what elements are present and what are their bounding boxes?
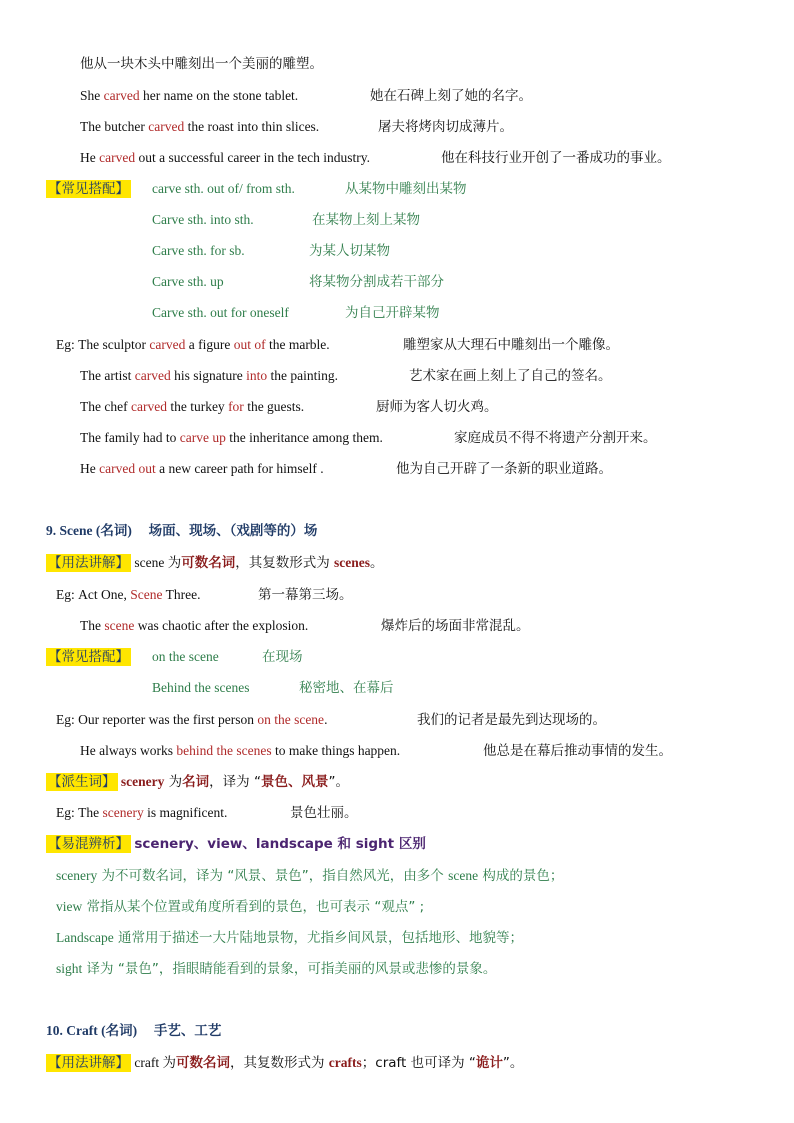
example-sentence: The chef carved the turkey for the guests. bbox=[80, 399, 305, 414]
example-sentence: The family had to carve up the inheritance among them. bbox=[80, 430, 383, 445]
example-sentence: He always works behind the scenes to make things happen. bbox=[80, 743, 401, 758]
example-translation: 第一幕第三场。 bbox=[258, 587, 353, 603]
example-sentence: He carved out a new career path for himself . bbox=[80, 461, 324, 476]
example-translation: 家庭成员不得不将遗产分割开来。 bbox=[454, 430, 657, 446]
collocation-en: Carve sth. up bbox=[152, 274, 224, 289]
collocation-cn: 在某物上刻上某物 bbox=[312, 212, 420, 228]
collocation-cn: 为某人切某物 bbox=[309, 243, 390, 259]
collocation-cn: 从某物中雕刻出某物 bbox=[345, 181, 467, 197]
example-translation: 他总是在幕后推动事情的发生。 bbox=[483, 743, 672, 759]
example-sentence: The scene was chaotic after the explosion. bbox=[80, 618, 309, 633]
example-translation: 他为自己开辟了一条新的职业道路。 bbox=[396, 461, 612, 477]
collocation-tag: 【常见搭配】 bbox=[48, 181, 129, 197]
example-sentence: Eg: Act One, Scene Three. bbox=[56, 587, 201, 602]
usage-line: 【用法讲解】 scene 为可数名词，其复数形式为 scenes。 bbox=[48, 555, 384, 571]
example-translation: 厨师为客人切火鸡。 bbox=[376, 399, 498, 415]
confusion-note: sight 译为 “景色”，指眼睛能看到的景象，可指美丽的风景或悲惨的景象。 bbox=[56, 961, 497, 977]
example-translation: 她在石碑上刻了她的名字。 bbox=[370, 88, 532, 104]
example-translation: 屠夫将烤肉切成薄片。 bbox=[378, 119, 513, 135]
example-sentence: Eg: Our reporter was the first person on the scene. bbox=[56, 712, 328, 727]
example-sentence: The artist carved his signature into the painting. bbox=[80, 368, 338, 383]
example-translation: 艺术家在画上刻上了自己的签名。 bbox=[409, 368, 612, 384]
example-translation: 景色壮丽。 bbox=[290, 805, 358, 821]
example-translation: 爆炸后的场面非常混乱。 bbox=[381, 618, 530, 634]
collocation-en: carve sth. out of/ from sth. bbox=[152, 181, 295, 196]
collocation-cn: 秘密地、在幕后 bbox=[299, 680, 394, 696]
section-heading-craft: 10. Craft (名词) 手艺、工艺 bbox=[46, 1023, 222, 1039]
example-sentence: Eg: The scenery is magnificent. bbox=[56, 805, 228, 820]
intro-sentence: 他从一块木头中雕刻出一个美丽的雕塑。 bbox=[80, 56, 323, 72]
example-sentence: He carved out a successful career in the tech industry. bbox=[80, 150, 371, 165]
section-heading-scene: 9. Scene (名词) 场面、现场、（戏剧等的）场 bbox=[46, 523, 318, 539]
collocation-en: on the scene bbox=[152, 649, 219, 664]
confusion-note: view 常指从某个位置或角度所看到的景色，也可表示 “观点” ; bbox=[56, 899, 425, 915]
collocation-en: Behind the scenes bbox=[152, 680, 250, 695]
collocation-en: Carve sth. for sb. bbox=[152, 243, 245, 258]
example-translation: 他在科技行业开创了一番成功的事业。 bbox=[441, 150, 671, 166]
example-translation: 我们的记者是最先到达现场的。 bbox=[417, 712, 606, 728]
example-sentence: Eg: The sculptor carved a figure out of the marble. bbox=[56, 337, 330, 352]
collocation-cn: 为自己开辟某物 bbox=[345, 305, 440, 321]
collocation-en: Carve sth. into sth. bbox=[152, 212, 254, 227]
collocation-en: Carve sth. out for oneself bbox=[152, 305, 289, 320]
example-sentence: The butcher carved the roast into thin slices. bbox=[80, 119, 320, 134]
usage-line: 【用法讲解】 craft 为可数名词，其复数形式为 crafts；craft 也可译为 “诡计”。 bbox=[48, 1055, 524, 1071]
collocation-tag: 【常见搭配】 bbox=[48, 649, 129, 665]
example-translation: 雕塑家从大理石中雕刻出一个雕像。 bbox=[403, 337, 619, 353]
example-sentence: She carved her name on the stone tablet. bbox=[80, 88, 299, 103]
confusion-line: 【易混辨析】 scenery、view、landscape 和 sight 区别 bbox=[48, 836, 426, 852]
confusion-note: scenery 为不可数名词，译为 “风景、景色”，指自然风光，由多个 scene 构成的景色； bbox=[56, 868, 564, 884]
collocation-cn: 将某物分割成若干部分 bbox=[309, 274, 444, 290]
confusion-note: Landscape 通常用于描述一大片陆地景物，尤指乡间风景，包括地形、地貌等； bbox=[56, 930, 524, 946]
collocation-cn: 在现场 bbox=[262, 649, 303, 665]
derivative-line: 【派生词】 scenery 为名词，译为 “景色、风景”。 bbox=[48, 774, 349, 790]
